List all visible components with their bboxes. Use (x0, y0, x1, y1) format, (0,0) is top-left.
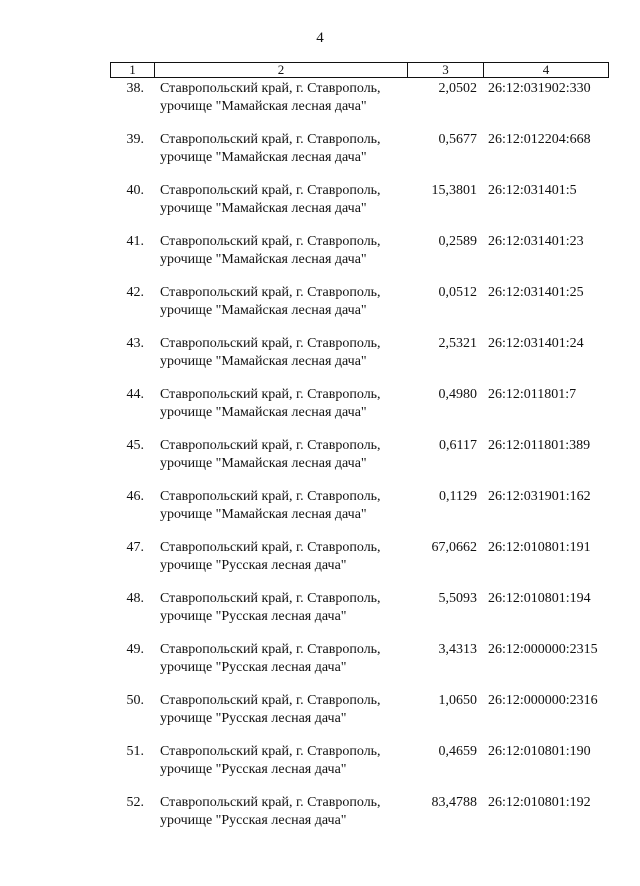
row-address (160, 743, 410, 779)
row-address-line-2: урочище "Русская лесная дача" (160, 813, 347, 828)
table-row (0, 182, 640, 233)
row-cadastral-number: 26:12:010801:194 (488, 591, 591, 606)
table-row (0, 437, 640, 488)
row-address (160, 233, 410, 269)
row-address (160, 641, 410, 677)
row-cadastral-number: 26:12:011801:389 (488, 438, 591, 453)
row-address (160, 794, 410, 830)
row-address-line-2: урочище "Русская лесная дача" (160, 609, 347, 624)
row-cadastral-number: 26:12:012204:668 (488, 132, 591, 147)
header-col-1: 1 (111, 63, 155, 77)
row-address-line-2: урочище "Мамайская лесная дача" (160, 201, 367, 216)
row-area: 0,4980 (438, 387, 477, 402)
row-address (160, 437, 410, 473)
table-row (0, 692, 640, 743)
table-row (0, 233, 640, 284)
row-number: 39. (126, 132, 144, 147)
row-number: 50. (126, 693, 144, 708)
row-area: 1,0650 (438, 693, 477, 708)
table-body (0, 80, 640, 845)
table-row (0, 284, 640, 335)
row-cadastral-number: 26:12:000000:2315 (488, 642, 598, 657)
table-row (0, 488, 640, 539)
row-area: 67,0662 (431, 540, 477, 555)
row-address-line-1: Ставропольский край, г. Ставрополь, (160, 489, 381, 504)
row-address-line-2: урочище "Мамайская лесная дача" (160, 405, 367, 420)
row-address (160, 488, 410, 524)
row-cadastral-number: 26:12:010801:190 (488, 744, 591, 759)
row-address-line-1: Ставропольский край, г. Ставрополь, (160, 285, 381, 300)
page-number: 4 (316, 30, 324, 46)
row-number: 51. (126, 744, 144, 759)
header-col-3: 3 (408, 63, 484, 77)
row-number: 48. (126, 591, 144, 606)
row-address-line-2: урочище "Мамайская лесная дача" (160, 354, 367, 369)
row-address-line-2: урочище "Мамайская лесная дача" (160, 507, 367, 522)
row-address (160, 80, 410, 116)
row-address-line-1: Ставропольский край, г. Ставрополь, (160, 336, 381, 351)
row-area: 15,3801 (431, 183, 477, 198)
header-col-4: 4 (542, 62, 550, 77)
row-number: 44. (126, 387, 144, 402)
row-area: 0,4659 (438, 744, 477, 759)
header-col-2: 2 (155, 63, 408, 77)
row-address-line-1: Ставропольский край, г. Ставрополь, (160, 183, 381, 198)
table-row (0, 794, 640, 845)
row-number: 46. (126, 489, 144, 504)
row-address (160, 386, 410, 422)
row-address-line-1: Ставропольский край, г. Ставрополь, (160, 234, 381, 249)
row-area: 5,5093 (438, 591, 477, 606)
row-address-line-2: урочище "Мамайская лесная дача" (160, 456, 367, 471)
row-address-line-1: Ставропольский край, г. Ставрополь, (160, 642, 381, 657)
table-row (0, 539, 640, 590)
row-address-line-2: урочище "Мамайская лесная дача" (160, 150, 367, 165)
row-address (160, 692, 410, 728)
row-area: 0,1129 (439, 489, 477, 504)
row-address-line-1: Ставропольский край, г. Ставрополь, (160, 438, 381, 453)
row-area: 0,5677 (438, 132, 477, 147)
row-cadastral-number: 26:12:010801:191 (488, 540, 591, 555)
row-address (160, 284, 410, 320)
table-row (0, 641, 640, 692)
table-row (0, 335, 640, 386)
row-address-line-1: Ставропольский край, г. Ставрополь, (160, 540, 381, 555)
row-number: 45. (126, 438, 144, 453)
row-area: 83,4788 (431, 795, 477, 810)
row-address (160, 131, 410, 167)
row-address-line-1: Ставропольский край, г. Ставрополь, (160, 81, 381, 96)
row-area: 0,6117 (439, 438, 477, 453)
row-cadastral-number: 26:12:000000:2316 (488, 693, 598, 708)
row-area: 3,4313 (438, 642, 477, 657)
row-area: 0,0512 (438, 285, 477, 300)
row-number: 49. (126, 642, 144, 657)
row-address (160, 335, 410, 371)
row-address-line-2: урочище "Русская лесная дача" (160, 558, 347, 573)
row-address-line-2: урочище "Русская лесная дача" (160, 660, 347, 675)
row-cadastral-number: 26:12:031902:330 (488, 81, 591, 96)
row-address-line-2: урочище "Мамайская лесная дача" (160, 99, 367, 114)
row-address-line-2: урочище "Мамайская лесная дача" (160, 303, 367, 318)
row-cadastral-number: 26:12:031401:25 (488, 285, 584, 300)
row-address (160, 539, 410, 575)
row-address-line-2: урочище "Мамайская лесная дача" (160, 252, 367, 267)
table-row (0, 80, 640, 131)
row-address-line-1: Ставропольский край, г. Ставрополь, (160, 795, 381, 810)
row-address-line-2: урочище "Русская лесная дача" (160, 711, 347, 726)
row-cadastral-number: 26:12:031401:23 (488, 234, 584, 249)
table-row (0, 590, 640, 641)
row-area: 2,5321 (438, 336, 477, 351)
row-cadastral-number: 26:12:031401:24 (488, 336, 584, 351)
row-cadastral-number: 26:12:010801:192 (488, 795, 591, 810)
table-header (110, 62, 609, 78)
row-address-line-1: Ставропольский край, г. Ставрополь, (160, 387, 381, 402)
row-number: 42. (126, 285, 144, 300)
row-number: 47. (126, 540, 144, 555)
row-address-line-1: Ставропольский край, г. Ставрополь, (160, 132, 381, 147)
row-area: 0,2589 (438, 234, 477, 249)
row-area: 2,0502 (438, 81, 477, 96)
row-cadastral-number: 26:12:011801:7 (488, 387, 577, 402)
table-row (0, 131, 640, 182)
row-number: 40. (126, 183, 144, 198)
row-number: 41. (126, 234, 144, 249)
row-address-line-1: Ставропольский край, г. Ставрополь, (160, 744, 381, 759)
row-number: 43. (126, 336, 144, 351)
row-number: 38. (126, 81, 144, 96)
table-row (0, 386, 640, 437)
row-address-line-1: Ставропольский край, г. Ставрополь, (160, 693, 381, 708)
row-address-line-1: Ставропольский край, г. Ставрополь, (160, 591, 381, 606)
table-row (0, 743, 640, 794)
row-address (160, 182, 410, 218)
row-cadastral-number: 26:12:031901:162 (488, 489, 591, 504)
row-cadastral-number: 26:12:031401:5 (488, 183, 577, 198)
row-address-line-2: урочище "Русская лесная дача" (160, 762, 347, 777)
row-address (160, 590, 410, 626)
row-number: 52. (126, 795, 144, 810)
